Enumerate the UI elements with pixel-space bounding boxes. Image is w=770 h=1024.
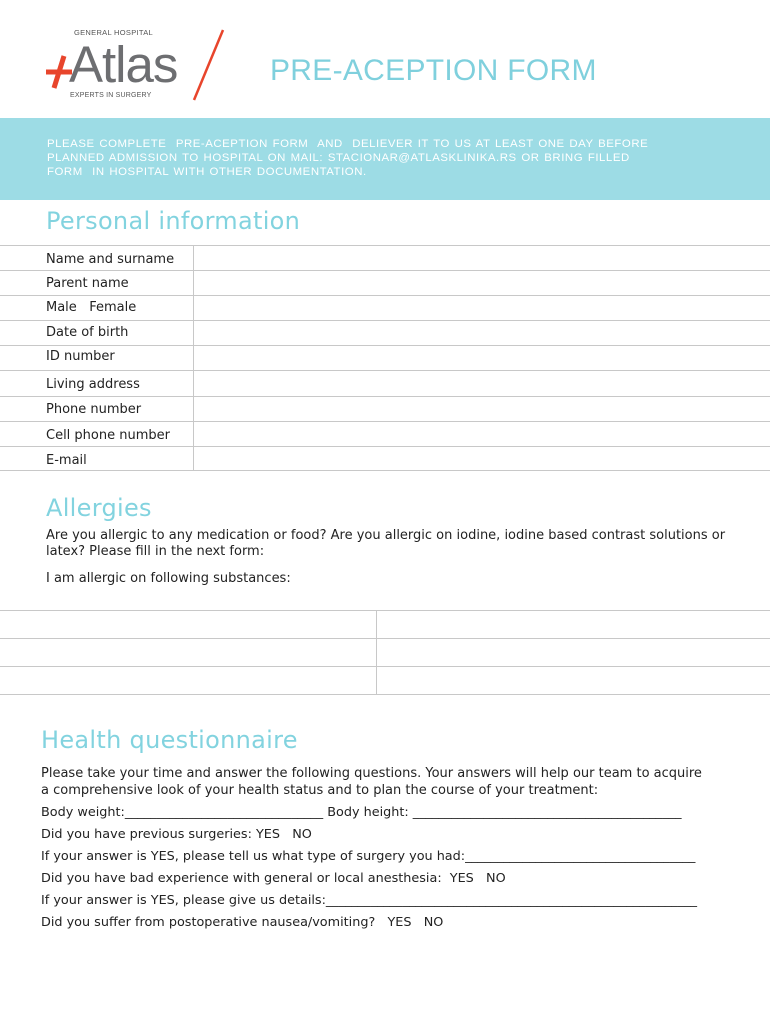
phone-number-label: Phone number (46, 402, 142, 417)
allergy-cell[interactable] (377, 667, 770, 694)
table-row-bottom-border (0, 470, 770, 471)
name-surname-label: Name and surname (46, 252, 175, 267)
gender-label: Male Female (46, 300, 137, 315)
table-row[interactable] (0, 396, 770, 397)
table-row[interactable] (0, 446, 770, 447)
body-weight-height-question[interactable]: Body weight:_______________________________ Body height: __________________________________________ (41, 805, 682, 820)
nausea-vomiting-question[interactable]: Did you suffer from postoperative nausea/vomiting? YES NO (41, 915, 444, 930)
column-divider (193, 245, 194, 471)
personal-info-heading: Personal information (46, 207, 301, 235)
id-number-label: ID number (46, 349, 115, 364)
date-of-birth-label: Date of birth (46, 325, 129, 340)
logo-wordmark: Atlas (69, 36, 178, 93)
table-row[interactable] (0, 345, 770, 346)
table-row[interactable] (0, 421, 770, 422)
table-row[interactable] (0, 370, 770, 371)
health-questionnaire-heading: Health questionnaire (41, 726, 298, 754)
anesthesia-experience-question[interactable]: Did you have bad experience with general or local anesthesia: YES NO (41, 871, 506, 886)
instruction-line-3: FORM IN HOSPITAL WITH OTHER DOCUMENTATION. (47, 166, 367, 178)
allergy-cell[interactable] (377, 611, 770, 638)
surgery-type-question[interactable]: If your answer is YES, please tell us what type of surgery you had:____________________________________ (41, 849, 696, 864)
living-address-label: Living address (46, 377, 140, 392)
logo-tagline-bottom: EXPERTS IN SURGERY (70, 92, 152, 99)
allergy-cell[interactable] (0, 667, 376, 694)
health-intro-line-1: Please take your time and answer the following questions. Your answers will help our team to acquire (41, 766, 702, 781)
allergy-question-line-2: latex? Please fill in the next form: (46, 544, 265, 559)
substances-label: I am allergic on following substances: (46, 571, 291, 586)
cell-phone-label: Cell phone number (46, 428, 170, 443)
allergies-heading: Allergies (46, 494, 152, 522)
allergy-question-line-1: Are you allergic to any medication or food? Are you allergic on iodine, iodine based contrast solutions or (46, 528, 726, 543)
table-row[interactable] (0, 295, 770, 296)
allergy-row-line (0, 694, 770, 695)
anesthesia-details-question[interactable]: If your answer is YES, please give us details:__________________________________________________________ (41, 893, 698, 908)
table-row[interactable] (0, 320, 770, 321)
form-title: PRE-ACEPTION FORM (270, 54, 597, 87)
instruction-line-1: PLEASE COMPLETE PRE-ACEPTION FORM AND DELIEVER IT TO US AT LEAST ONE DAY BEFORE (47, 138, 649, 150)
table-row[interactable] (0, 245, 770, 246)
health-intro-line-2: a comprehensive look of your health status and to plan the course of your treatment: (41, 783, 599, 798)
instruction-text (47, 137, 737, 179)
allergy-cell[interactable] (0, 611, 376, 638)
parent-name-label: Parent name (46, 276, 129, 291)
email-label: E-mail (46, 453, 87, 468)
logo-tagline-top: GENERAL HOSPITAL (74, 28, 153, 37)
allergy-cell[interactable] (377, 639, 770, 666)
slash-divider-icon (190, 28, 226, 102)
previous-surgeries-question[interactable]: Did you have previous surgeries: YES NO (41, 827, 312, 842)
table-row[interactable] (0, 270, 770, 271)
instruction-line-2: PLANNED ADMISSION TO HOSPITAL ON MAIL: STACIONAR@ATLASKLINIKA.RS OR BRING FILLED (47, 152, 630, 164)
allergy-cell[interactable] (0, 639, 376, 666)
